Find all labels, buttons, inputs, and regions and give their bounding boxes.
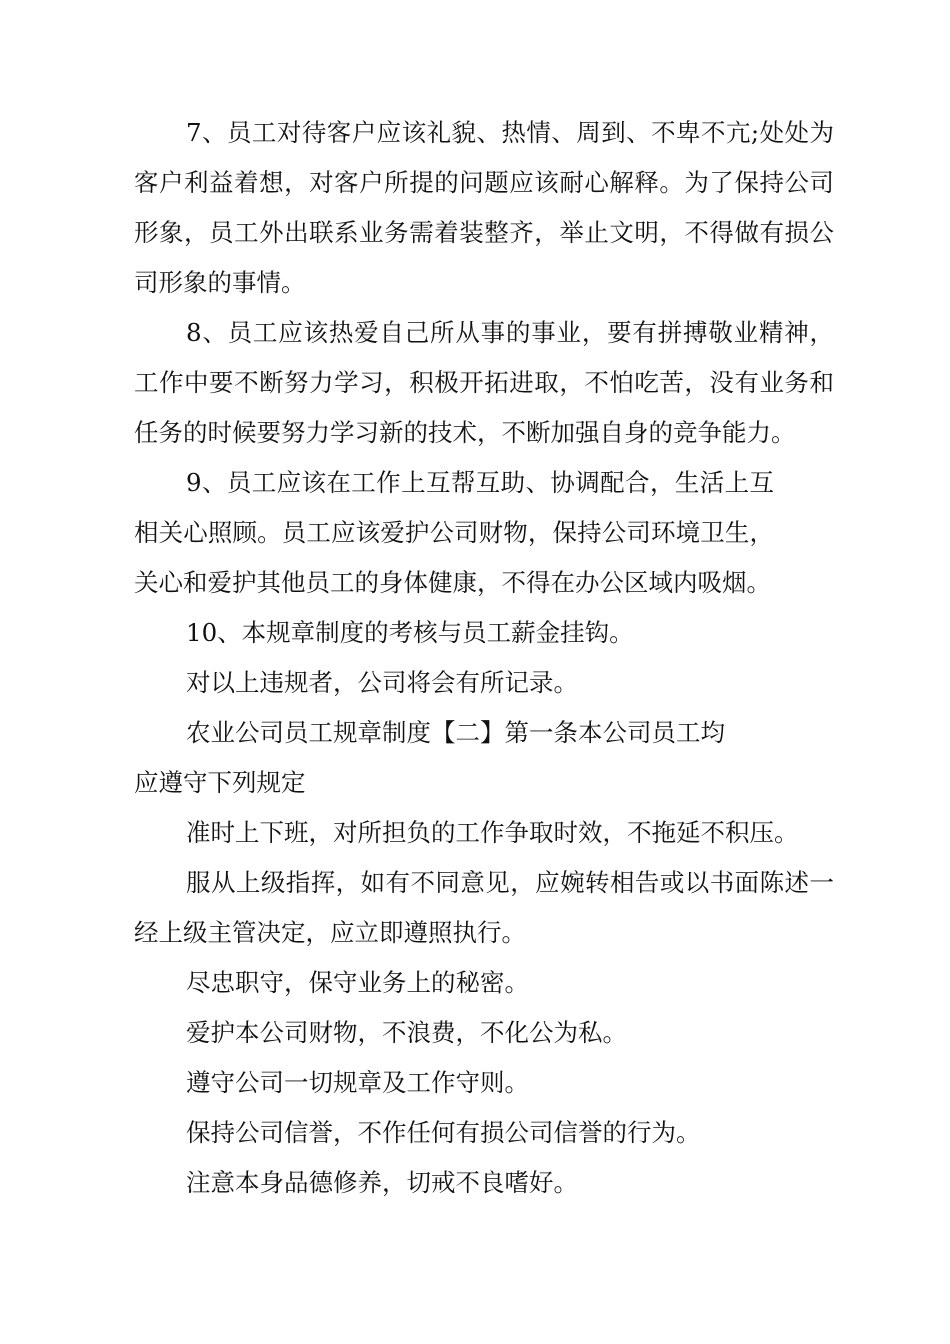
paragraph-rule-10: 10、本规章制度的考核与员工薪金挂钩。	[186, 618, 634, 647]
paragraph-rule-8: 8、员工应该热爱自己所从事的事业，要有拼搏敬业精神，工作中要不断努力学习，积极开拓进取，不怕吃苦，没有业务和任务的时候要努力学习新的技术，不断加强自身的竞争能力。	[134, 318, 834, 447]
rule-item: 注意本身品德修养，切戒不良嗜好。	[186, 1168, 578, 1197]
paragraph-rule-9: 9、员工应该在工作上互帮互助、协调配合，生活上互相关心照顾。员工应该爱护公司财物，保持公司环境卫生，关心和爱护其他员工的身体健康，不得在办公区域内吸烟。	[134, 468, 774, 597]
rule-item: 遵守公司一切规章及工作守则。	[186, 1068, 529, 1097]
rule-item: 爱护本公司财物，不浪费，不化公为私。	[186, 1018, 627, 1047]
document-body	[134, 108, 834, 1208]
section-heading-line-2: 应遵守下列规定	[134, 768, 306, 797]
section-heading	[134, 708, 834, 808]
rule-item: 保持公司信誉，不作任何有损公司信誉的行为。	[186, 1118, 701, 1147]
rule-item: 服从上级指挥，如有不同意见，应婉转相告或以书面陈述一经上级主管决定，应立即遵照执行。	[134, 868, 834, 947]
rule-item: 尽忠职守，保守业务上的秘密。	[186, 968, 529, 997]
rule-item: 准时上下班，对所担负的工作争取时效，不拖延不积压。	[186, 818, 799, 847]
paragraph-violation-note: 对以上违规者，公司将会有所记录。	[186, 668, 578, 697]
paragraph-rule-7: 7、员工对待客户应该礼貌、热情、周到、不卑不亢;处处为客户利益着想，对客户所提的问题应该耐心解释。为了保持公司形象，员工外出联系业务需着装整齐，举止文明，不得做有损公司形象的事情。	[134, 118, 834, 297]
section-heading-line-1: 农业公司员工规章制度【二】第一条本公司员工均	[186, 718, 725, 747]
